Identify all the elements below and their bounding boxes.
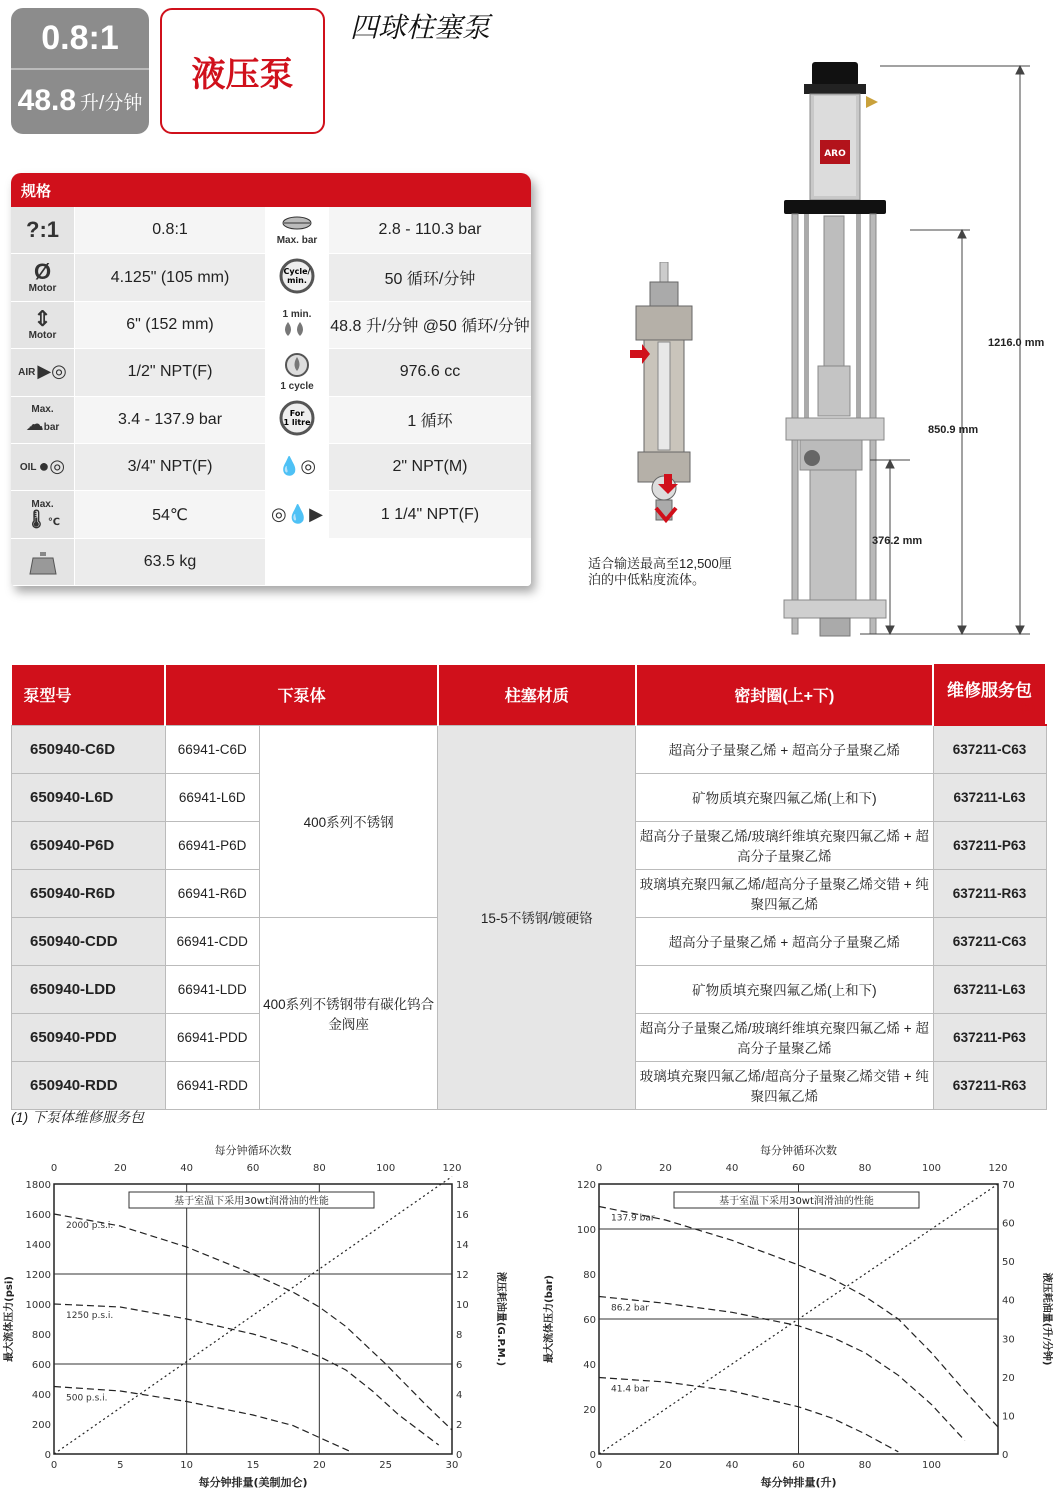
y2-tick-label: 10 — [456, 1300, 469, 1311]
svg-text:ARO: ARO — [824, 149, 846, 159]
y2-tick-label: 20 — [1002, 1372, 1015, 1384]
y2-tick-label: 70 — [1002, 1180, 1015, 1191]
spec-heading: 规格 — [11, 173, 531, 207]
cycle-min-icon — [265, 254, 329, 300]
thermometer-icon: Max. 🌡℃ — [11, 491, 75, 537]
top-axis-label: 每分钟循环次数 — [760, 1144, 837, 1157]
spec-ratio: 0.8:1 — [75, 207, 265, 253]
flow-unit: 升/分钟 — [80, 92, 143, 114]
spec-flow: 48.8 升/分钟 @50 循环/分钟 — [329, 302, 531, 348]
series-label: 2000 p.s.i. — [66, 1221, 114, 1231]
material-cell: 400系列不锈钢带有碳化钨合金阀座 — [259, 917, 438, 1109]
stroke-icon: ⇕ Motor — [11, 302, 75, 348]
top-tick-label: 60 — [246, 1163, 260, 1174]
y2-tick-label: 10 — [1002, 1411, 1015, 1423]
seal-cell: 超高分子量聚乙烯/玻璃纤维填充聚四氟乙烯 + 超高分子量聚乙烯 — [636, 1013, 933, 1061]
kit-cell: 637211-C63 — [933, 917, 1046, 965]
spec-row — [11, 302, 531, 349]
dim-lower-height: 376.2 mm — [872, 535, 923, 547]
table-row — [12, 725, 1047, 773]
model-cell: 650940-RDD — [12, 1061, 166, 1109]
x-tick-label: 10 — [180, 1460, 194, 1471]
kit-cell: 637211-L63 — [933, 773, 1046, 821]
y2-tick-label: 60 — [1002, 1218, 1015, 1230]
model-cell: 650940-C6D — [12, 725, 166, 773]
x-tick-label: 80 — [858, 1460, 872, 1471]
x-tick-label: 25 — [379, 1460, 393, 1471]
table-footnote: (1) 下泵体维修服务包 — [11, 1109, 144, 1125]
dim-total-height: 1216.0 mm — [988, 337, 1045, 349]
x-tick-label: 5 — [117, 1460, 124, 1471]
spec-row — [11, 207, 531, 254]
model-cell: 650940-CDD — [12, 917, 166, 965]
series-label: 500 p.s.i. — [66, 1393, 108, 1404]
y-tick-label: 1800 — [25, 1180, 51, 1191]
kit-cell: 637211-P63 — [933, 821, 1046, 869]
top-tick-label: 100 — [921, 1163, 942, 1174]
seal-cell: 玻璃填充聚四氟乙烯/超高分子量聚乙烯交错 + 纯聚四氟乙烯 — [636, 869, 933, 917]
spec-cycles-per-litre: 1 循环 — [329, 397, 531, 443]
y-tick-label: 0 — [589, 1450, 596, 1461]
top-tick-label: 120 — [442, 1163, 462, 1174]
spec-row — [11, 397, 531, 444]
top-tick-label: 120 — [988, 1163, 1008, 1174]
spec-max-temp: 54℃ — [75, 491, 265, 537]
kit-cell: 637211-R63 — [933, 869, 1046, 917]
ratio-badge — [11, 8, 149, 134]
top-tick-label: 20 — [113, 1163, 127, 1174]
fluid-inlet-icon: 💧◎ — [265, 444, 329, 490]
y2-tick-label: 2 — [456, 1420, 463, 1431]
top-tick-label: 0 — [595, 1163, 603, 1174]
spec-fluid-inlet: 2" NPT(M) — [329, 444, 531, 490]
one-cycle-icon: 1 cycle — [265, 349, 329, 395]
spec-row — [11, 444, 531, 491]
series-label: 86.2 bar — [611, 1303, 649, 1314]
y-tick-label: 600 — [31, 1360, 51, 1371]
y-tick-label: 60 — [583, 1315, 596, 1326]
model-cell: 650940-L6D — [12, 773, 166, 821]
y-tick-label: 120 — [576, 1180, 596, 1191]
y-tick-label: 400 — [31, 1390, 51, 1401]
spec-empty — [329, 539, 531, 585]
seal-cell: 矿物质填充聚四氟乙烯(上和下) — [636, 965, 933, 1013]
svg-text:min.: min. — [287, 276, 307, 286]
y-tick-label: 800 — [31, 1330, 51, 1341]
header-model: 泵型号 — [12, 665, 166, 725]
model-cell: 650940-LDD — [12, 965, 166, 1013]
oil-inlet-icon: OIL ●◎ — [11, 444, 75, 490]
x-tick-label: 20 — [312, 1460, 326, 1471]
y2-tick-label: 8 — [456, 1330, 463, 1341]
kit-cell: 637211-C63 — [933, 725, 1046, 773]
top-tick-label: 80 — [312, 1163, 326, 1174]
ratio-value: 0.8:1 — [11, 8, 149, 70]
top-axis-label: 每分钟循环次数 — [214, 1144, 292, 1157]
y2-tick-label: 50 — [1002, 1257, 1015, 1269]
y-tick-label: 1200 — [25, 1270, 51, 1281]
spec-fluid-outlet: 1 1/4" NPT(F) — [329, 491, 531, 537]
spec-air-inlet: 1/2" NPT(F) — [75, 349, 265, 395]
weight-icon — [11, 539, 75, 585]
ratio-icon: ?:1 — [11, 207, 75, 253]
spec-fluid-pressure: 2.8 - 110.3 bar — [329, 207, 531, 253]
y-tick-label: 100 — [576, 1225, 596, 1236]
seal-cell: 超高分子量聚乙烯 + 超高分子量聚乙烯 — [636, 917, 933, 965]
x-axis-label: 每分钟排量(升) — [760, 1476, 837, 1489]
x-tick-label: 40 — [725, 1460, 739, 1471]
header-service-kit: 维修服务包 (1) — [933, 665, 1046, 725]
fluid-outlet-icon: ◎💧▶ — [265, 491, 329, 537]
dimension-lines — [850, 60, 1050, 640]
top-tick-label: 100 — [376, 1163, 396, 1174]
material-cell: 400系列不锈钢 — [259, 725, 438, 917]
for-litre-icon — [265, 397, 329, 443]
top-tick-label: 20 — [659, 1163, 672, 1174]
y2-tick-label: 0 — [1002, 1450, 1009, 1461]
spec-cycle-rate: 50 循环/分钟 — [329, 254, 531, 300]
kit-cell: 637211-P63 — [933, 1013, 1046, 1061]
max-bar-icon: Max. bar — [265, 207, 329, 253]
y2-tick-label: 18 — [456, 1180, 469, 1191]
svg-text:1 litre: 1 litre — [283, 418, 311, 428]
flow-per-min-icon: 1 min. — [265, 302, 329, 348]
lower-cell: 66941-CDD — [165, 917, 259, 965]
header-lower-pump: 下泵体 — [165, 665, 438, 725]
y-axis-label: 最大流体压力(bar) — [544, 1275, 555, 1363]
svg-text:For: For — [289, 409, 305, 419]
spec-weight: 63.5 kg — [75, 539, 265, 585]
y-tick-label: 1600 — [25, 1210, 51, 1221]
x-tick-label: 20 — [659, 1460, 672, 1471]
spec-air-pressure: 3.4 - 137.9 bar — [75, 397, 265, 443]
header-plunger: 柱塞材质 — [438, 665, 636, 725]
spec-panel — [11, 173, 531, 586]
flow-value — [11, 70, 149, 132]
dim-middle-height: 850.9 mm — [928, 424, 979, 436]
x-axis-label: 每分钟排量(美制加仑) — [198, 1476, 308, 1489]
lower-cell: 66941-RDD — [165, 1061, 259, 1109]
x-tick-label: 60 — [792, 1460, 805, 1471]
model-cell: 650940-PDD — [12, 1013, 166, 1061]
y2-tick-label: 14 — [456, 1240, 469, 1251]
y2-tick-label: 12 — [456, 1270, 469, 1281]
model-table — [11, 664, 1047, 1110]
top-tick-label: 80 — [858, 1163, 872, 1174]
kit-cell: 637211-L63 — [933, 965, 1046, 1013]
performance-chart-imperial — [0, 1138, 520, 1493]
series-label: 41.4 bar — [611, 1384, 649, 1395]
lower-cell: 66941-L6D — [165, 773, 259, 821]
max-air-pressure-icon: Max. ☁bar — [11, 397, 75, 443]
chart-title: 基于室温下采用30wt润滑油的性能 — [174, 1196, 329, 1207]
x-tick-label: 15 — [246, 1460, 260, 1471]
empty-icon-cell — [265, 539, 329, 585]
model-cell: 650940-P6D — [12, 821, 166, 869]
y2-axis-label: 液压耗油量(升/分钟) — [1041, 1272, 1052, 1366]
performance-chart-metric — [540, 1138, 1055, 1493]
kit-cell: 637211-R63 — [933, 1061, 1046, 1109]
spec-row — [11, 539, 531, 586]
seal-cell: 超高分子量聚乙烯 + 超高分子量聚乙烯 — [636, 725, 933, 773]
x-tick-label: 30 — [445, 1460, 459, 1471]
y2-tick-label: 6 — [456, 1360, 463, 1371]
lower-cell: 66941-PDD — [165, 1013, 259, 1061]
lower-cell: 66941-R6D — [165, 869, 259, 917]
top-tick-label: 40 — [725, 1163, 739, 1174]
y2-tick-label: 0 — [456, 1450, 463, 1461]
y-tick-label: 40 — [583, 1360, 596, 1371]
top-tick-label: 0 — [50, 1163, 58, 1174]
y2-tick-label: 40 — [1002, 1295, 1015, 1307]
svg-text:Cycle/: Cycle/ — [283, 267, 311, 277]
page-title: 四球柱塞泵 — [350, 12, 491, 43]
pump-type-badge: 液压泵 — [160, 8, 325, 134]
spec-row — [11, 491, 531, 538]
x-tick-label: 100 — [921, 1460, 942, 1471]
x-tick-label: 0 — [595, 1460, 603, 1471]
spec-oil-inlet: 3/4" NPT(F) — [75, 444, 265, 490]
seal-cell: 玻璃填充聚四氟乙烯/超高分子量聚乙烯交错 + 纯聚四氟乙烯 — [636, 1061, 933, 1109]
spec-volume-per-cycle: 976.6 cc — [329, 349, 531, 395]
y2-axis-label: 液压耗油量(G.P.M.) — [495, 1271, 506, 1367]
lower-pump-cutaway-image — [628, 262, 700, 532]
spec-stroke: 6" (152 mm) — [75, 302, 265, 348]
spec-row — [11, 349, 531, 396]
y-axis-label: 最大流体压力(psi) — [4, 1276, 15, 1362]
spec-motor-diameter: 4.125" (105 mm) — [75, 254, 265, 300]
y-tick-label: 80 — [583, 1270, 596, 1281]
spec-row — [11, 254, 531, 301]
series-label: 137.9 bar — [611, 1213, 655, 1224]
air-inlet-icon: AIR ▶◎ — [11, 349, 75, 395]
flow-number: 48.8 — [17, 84, 77, 117]
table-header-row — [12, 665, 1047, 725]
chart-title: 基于室温下采用30wt润滑油的性能 — [719, 1196, 874, 1207]
y2-tick-label: 16 — [456, 1210, 469, 1221]
seal-cell: 超高分子量聚乙烯/玻璃纤维填充聚四氟乙烯 + 超高分子量聚乙烯 — [636, 821, 933, 869]
lower-cell: 66941-C6D — [165, 725, 259, 773]
model-cell: 650940-R6D — [12, 869, 166, 917]
plunger-cell: 15-5不锈钢/镀硬铬 — [438, 725, 636, 1109]
header-seals: 密封圈(上+下) — [636, 665, 933, 725]
motor-diameter-icon: Ø Motor — [11, 254, 75, 300]
y-tick-label: 200 — [31, 1420, 51, 1431]
y-tick-label: 0 — [44, 1450, 51, 1461]
top-tick-label: 40 — [180, 1163, 194, 1174]
lower-cell: 66941-P6D — [165, 821, 259, 869]
seal-cell: 矿物质填充聚四氟乙烯(上和下) — [636, 773, 933, 821]
y2-tick-label: 4 — [456, 1390, 463, 1401]
y-tick-label: 20 — [583, 1405, 596, 1416]
y-tick-label: 1400 — [25, 1240, 51, 1251]
illustration-caption: 适合输送最高至12,500厘 泊的中低粘度流体。 — [588, 556, 732, 588]
y2-tick-label: 30 — [1002, 1334, 1015, 1346]
y-tick-label: 1000 — [25, 1300, 51, 1311]
top-tick-label: 60 — [792, 1163, 805, 1174]
series-label: 1250 p.s.i. — [66, 1311, 114, 1321]
x-tick-label: 0 — [50, 1460, 58, 1471]
lower-cell: 66941-LDD — [165, 965, 259, 1013]
